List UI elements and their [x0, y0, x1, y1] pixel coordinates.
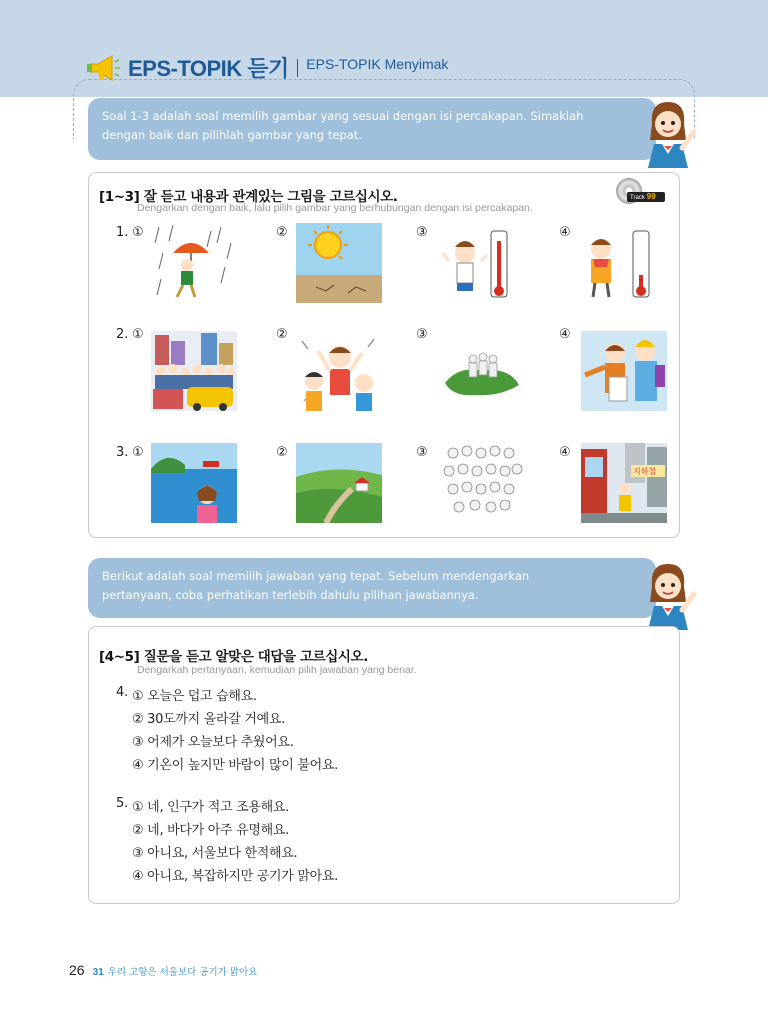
section-2-title: [4~5] 질문을 듣고 알맞은 대답을 고르십시오.: [99, 649, 368, 665]
header-separator: [297, 59, 299, 77]
question-5-number: 5.: [116, 796, 128, 811]
question-2-option-4-label[interactable]: ④: [559, 327, 571, 342]
track-badge: Track 99: [627, 192, 665, 202]
question-1-option-4-label[interactable]: ④: [559, 225, 571, 240]
subway-street-image[interactable]: [581, 443, 667, 523]
instruction-box-1: [88, 98, 656, 160]
question-4-number: 4.: [116, 685, 128, 700]
question-5-option-3[interactable]: ③ 아니요, 서울보다 한적해요.: [132, 846, 298, 861]
girl-mascot-illustration: [638, 96, 698, 168]
instruction-1-line-1: Soal 1-3 adalah soal memilih gambar yang sesuai dengan isi percakapan. Simaklah: [102, 109, 584, 123]
question-2-option-2-label[interactable]: ②: [276, 327, 288, 342]
chapter-number: 31: [92, 967, 104, 978]
rain-umbrella-image[interactable]: [151, 223, 237, 303]
question-3-option-3-label[interactable]: ③: [416, 445, 428, 460]
section-1-subtitle: Dengarkan dengan baik, lalu pilih gambar yang berhubungan dengan isi percakapan.: [137, 202, 533, 214]
cold-thermometer-image[interactable]: [581, 223, 667, 303]
cheering-people-image[interactable]: [296, 331, 382, 411]
crowd-image[interactable]: [439, 443, 525, 523]
answer-question-panel: [88, 626, 680, 904]
question-4-option-3[interactable]: ③ 어제가 오늘보다 추웠어요.: [132, 735, 294, 750]
section-header: [86, 52, 448, 83]
question-3-number: 3.: [116, 445, 129, 460]
megaphone-icon: [86, 54, 120, 82]
hot-thermometer-image[interactable]: [439, 223, 525, 303]
sunny-drought-image[interactable]: [296, 223, 382, 303]
crowded-city-image[interactable]: [151, 331, 237, 411]
question-1-option-1-label[interactable]: ①: [132, 225, 144, 240]
section-1-title: [1~3] 잘 듣고 내용과 관계있는 그림을 고르십시오.: [99, 189, 398, 205]
giving-directions-image[interactable]: [581, 331, 667, 411]
question-1-option-3-label[interactable]: ③: [416, 225, 428, 240]
page-footer: [69, 962, 257, 978]
question-5-option-4[interactable]: ④ 아니요, 복잡하지만 공기가 맑아요.: [132, 869, 338, 884]
instruction-2-line-2: pertanyaan, coba perhatikan terlebih dahulu pilihan jawabannya.: [102, 588, 479, 602]
question-5-option-2[interactable]: ② 네, 바다가 아주 유명해요.: [132, 823, 289, 838]
question-5-option-1[interactable]: ① 네, 인구가 적고 조용해요.: [132, 800, 289, 815]
question-3-option-4-label[interactable]: ④: [559, 445, 571, 460]
instruction-2-line-1: Berikut adalah soal memilih jawaban yang tepat. Sebelum mendengarkan: [102, 569, 530, 583]
question-4-option-1[interactable]: ① 오늘은 덥고 습해요.: [132, 689, 257, 704]
question-1-option-2-label[interactable]: ②: [276, 225, 288, 240]
small-island-image[interactable]: [439, 331, 525, 411]
question-2-option-1-label[interactable]: ①: [132, 327, 144, 342]
question-3-option-2-label[interactable]: ②: [276, 445, 288, 460]
header-subtitle: EPS-TOPIK Menyimak: [306, 55, 449, 72]
header-title: EPS-TOPIK 듣기: [128, 56, 289, 81]
question-3-option-1-label[interactable]: ①: [132, 445, 144, 460]
question-2-option-3-label[interactable]: ③: [416, 327, 428, 342]
section-2-subtitle: Dengarkah pertanyaan, kemudian pilih jawaban yang benar.: [137, 664, 417, 676]
girl-mascot-illustration-2: [638, 558, 698, 630]
page-number: 26: [69, 962, 85, 978]
chapter-title: 우리 고향은 서울보다 공기가 맑아요: [107, 967, 258, 978]
countryside-image[interactable]: [296, 443, 382, 523]
question-2-number: 2.: [116, 327, 129, 342]
subway-sign-text: 지하철: [633, 467, 657, 476]
question-1-number: 1.: [116, 225, 129, 240]
instruction-box-2: [88, 558, 656, 618]
question-4-option-4[interactable]: ④ 기온이 높지만 바람이 많이 불어요.: [132, 758, 338, 773]
question-4-option-2[interactable]: ② 30도까지 올라갈 거예요.: [132, 712, 285, 727]
picture-question-panel: [88, 172, 680, 538]
instruction-1-line-2: dengan baik dan pilihlah gambar yang tepat.: [102, 128, 362, 142]
seaside-girl-image[interactable]: [151, 443, 237, 523]
